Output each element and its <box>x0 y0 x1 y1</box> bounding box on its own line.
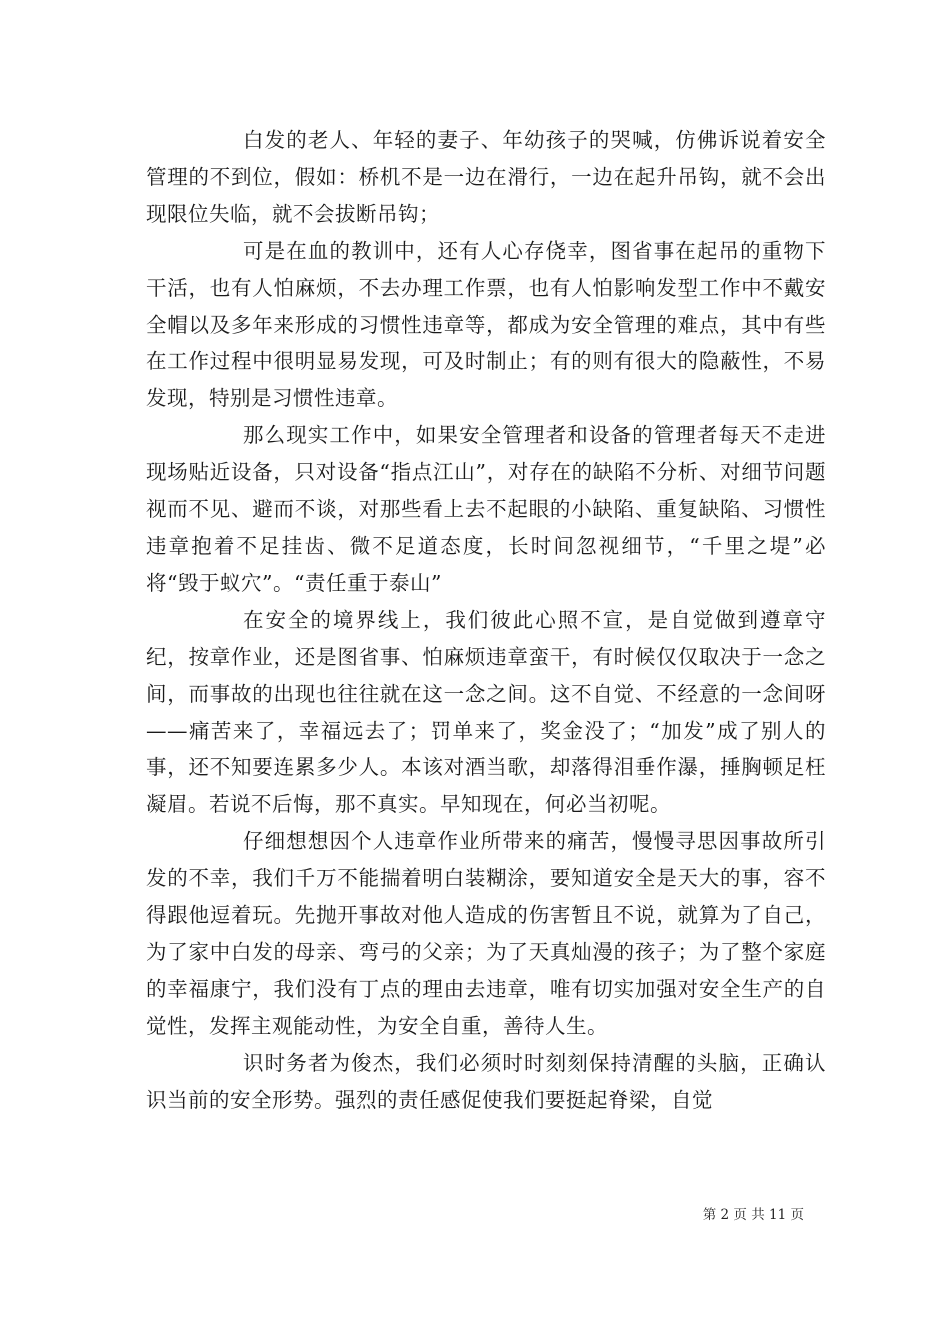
paragraph-1: 白发的老人、年轻的妻子、年幼孩子的哭喊，仿佛诉说着安全管理的不到位，假如：桥机不是一边在滑行，一边在起升吊钩，就不会出现限位失临，就不会拔断吊钩； <box>146 128 826 226</box>
paragraph-6: 识时务者为俊杰，我们必须时时刻刻保持清醒的头脑，正确认识当前的安全形势。强烈的责任感促使我们要挺起脊梁，自觉 <box>146 1050 826 1112</box>
paragraph-3: 那么现实工作中，如果安全管理者和设备的管理者每天不走进现场贴近设备，只对设备“指点江山”，对存在的缺陷不分析、对细节问题视而不见、避而不谈，对那些看上去不起眼的小缺陷、重复缺陷、习惯性违章抱着不足挂齿、微不足道态度，长时间忽视细节，“千里之堤”必将“毁于蚁穴”。“责任重于泰山” <box>146 423 826 595</box>
paragraph-5: 仔细想想因个人违章作业所带来的痛苦，慢慢寻思因事故所引发的不幸，我们千万不能揣着明白装糊涂，要知道安全是天大的事，容不得跟他逗着玩。先抛开事故对他人造成的伤害暂且不说，就算为了自己，为了家中白发的母亲、弯弓的父亲；为了天真灿漫的孩子；为了整个家庭的幸福康宁，我们没有丁点的理由去违章，唯有切实加强对安全生产的自觉性，发挥主观能动性，为安全自重，善待人生。 <box>146 829 826 1038</box>
page-number-footer: 第 2 页 共 11 页 <box>702 1207 804 1223</box>
document-body <box>146 122 826 1118</box>
paragraph-2: 可是在血的教训中，还有人心存侥幸，图省事在起吊的重物下干活，也有人怕麻烦，不去办理工作票，也有人怕影响发型工作中不戴安全帽以及多年来形成的习惯性违章等，都成为安全管理的难点，其中有些在工作过程中很明显易发现，可及时制止；有的则有很大的隐蔽性，不易发现，特别是习惯性违章。 <box>146 238 826 411</box>
paragraph-4: 在安全的境界线上，我们彼此心照不宣，是自觉做到遵章守纪，按章作业，还是图省事、怕麻烦违章蛮干，有时候仅仅取决于一念之间，而事故的出现也往往就在这一念之间。这不自觉、不经意的一念间呀——痛苦来了，幸福远去了；罚单来了，奖金没了；“加发”成了别人的事，还不知要连累多少人。本该对酒当歌，却落得泪垂作瀑，捶胸顿足枉凝眉。若说不后悔，那不真实。早知现在，何必当初呢。 <box>146 607 826 817</box>
